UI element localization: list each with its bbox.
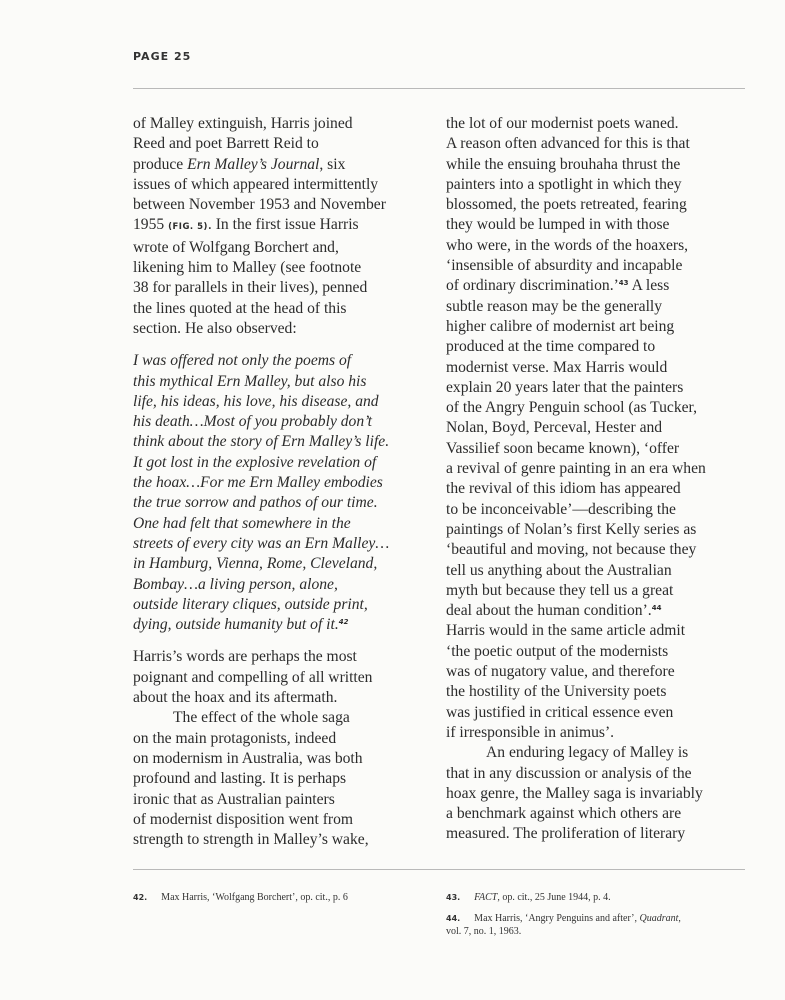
footnote-marker: 42 — [338, 618, 349, 627]
text-line: a benchmark against which others are — [446, 805, 682, 823]
quote-line: think about the story of Ern Malley’s life. — [133, 433, 390, 451]
quote-line: the hoax…For me Ern Malley embodies — [133, 474, 383, 492]
text-line: was of nugatory value, and therefore — [446, 663, 675, 681]
text-line: blossomed, the poets retreated, fearing — [446, 196, 687, 214]
text-line: An enduring legacy of Malley is — [486, 744, 689, 762]
text-line: painters into a spotlight in which they — [446, 175, 682, 193]
text-line: paintings of Nolan’s first Kelly series as — [446, 520, 697, 538]
block-quote — [133, 351, 423, 635]
text-line: ‘insensible of absurdity and incapable — [446, 257, 683, 275]
quote-line: One had felt that somewhere in the — [133, 514, 351, 532]
text-line: on modernism in Australia, was both — [133, 749, 363, 767]
text-line: likening him to Malley (see footnote — [133, 259, 362, 277]
footnote-number: 43. — [446, 893, 461, 902]
quote-line: the true sorrow and pathos of our time. — [133, 494, 378, 512]
text-line: 1955 (FIG. 5). In the first issue Harris — [133, 216, 359, 234]
publication-title: FACT — [474, 892, 498, 903]
text-line: Harris’s words are perhaps the most — [133, 648, 357, 666]
quote-line: his death…Most of you probably don’t — [133, 413, 372, 431]
quote-line: It got lost in the explosive revelation of — [133, 453, 377, 471]
text-line: hoax genre, the Malley saga is invariably — [446, 784, 703, 802]
text-line: the lot of our modernist poets waned. — [446, 115, 679, 132]
text-line: of Malley extinguish, Harris joined — [133, 115, 353, 132]
footnote-43 — [446, 891, 746, 904]
text-line: Harris would in the same article admit — [446, 622, 686, 640]
text-line: Reed and poet Barrett Reid to — [133, 135, 319, 153]
text-line: ironic that as Australian painters — [133, 790, 335, 808]
text-line: about the hoax and its aftermath. — [133, 689, 338, 707]
text-line: section. He also observed: — [133, 319, 297, 337]
text-line: the revival of this idiom has appeared — [446, 480, 681, 498]
footnote-text: vol. 7, no. 1, 1963. — [446, 926, 522, 937]
text-line: explain 20 years later that the painters — [446, 378, 684, 396]
text-line: subtle reason may be the generally — [446, 297, 663, 315]
text-line: the lines quoted at the head of this — [133, 299, 347, 317]
quote-line: this mythical Ern Malley, but also his — [133, 372, 367, 390]
text-line: to be inconceivable’—describing the — [446, 500, 676, 518]
footnote-text: , op. cit., 25 June 1944, p. 4. — [497, 892, 611, 903]
text-line: a revival of genre painting in an era when — [446, 460, 706, 478]
quote-line: Bombay…a living person, alone, — [133, 575, 338, 593]
header-rule — [133, 88, 745, 89]
footnote-marker: 43 — [618, 279, 629, 288]
text-line: who were, in the words of the hoaxers, — [446, 236, 689, 254]
footnote-number: 44. — [446, 914, 461, 923]
text-line: strength to strength in Malley’s wake, — [133, 831, 369, 849]
text-line: they would be lumped in with those — [446, 216, 670, 234]
footnote-number: 42. — [133, 893, 148, 902]
quote-line: life, his ideas, his love, his disease, and — [133, 392, 379, 410]
footnotes-right — [446, 891, 746, 946]
text-line: ‘beautiful and moving, not because they — [446, 541, 697, 559]
journal-title: Ern Malley’s Journal — [187, 155, 320, 173]
footnote-text: Max Harris, ‘Wolfgang Borchert’, op. cit., p. 6 — [161, 892, 348, 903]
text-line: higher calibre of modernist art being — [446, 317, 675, 335]
text-line: deal about the human condition’.$^{44}$ — [446, 602, 662, 620]
text-line: produced at the time compared to — [446, 338, 656, 356]
left-column — [133, 114, 423, 850]
text-line: issues of which appeared intermittently — [133, 175, 379, 193]
text-line: modernist verse. Max Harris would — [446, 358, 668, 376]
footnote-text: Max Harris, ‘Angry Penguins and after’, — [474, 913, 640, 924]
publication-title: Quadrant — [639, 913, 679, 924]
quote-line: dying, outside humanity but of it.$^{42}$ — [133, 616, 349, 634]
text-line: The effect of the whole saga — [173, 709, 350, 727]
text-line: profound and lasting. It is perhaps — [133, 770, 347, 788]
footnote-42 — [133, 891, 423, 904]
text-line: of ordinary discrimination.’$^{43}$ A less — [446, 277, 670, 295]
text-line: A reason often advanced for this is that — [446, 135, 690, 153]
footnote-marker: 44 — [651, 604, 662, 613]
quote-line: I was offered not only the poems of — [133, 352, 352, 370]
text-line: Nolan, Boyd, Perceval, Hester and — [446, 419, 663, 437]
text-line: was justified in critical essence even — [446, 703, 674, 721]
page-number: PAGE 25 — [133, 50, 192, 63]
quote-line: streets of every city was an Ern Malley… — [133, 534, 390, 552]
text-line: between November 1953 and November — [133, 196, 386, 214]
text-line: 38 for parallels in their lives), penned — [133, 279, 368, 297]
text-line: while the ensuing brouhaha thrust the — [446, 155, 681, 173]
text-line: that in any discussion or analysis of the — [446, 764, 692, 782]
footnote-rule — [133, 869, 745, 870]
text-line: of modernist disposition went from — [133, 810, 354, 828]
footnote-44: 44. Max Harris, ‘Angry Penguins and after’, Quadrant, vol. 7, no. 1, 1963. — [446, 913, 681, 937]
text-line: of the Angry Penguin school (as Tucker, — [446, 399, 698, 417]
text-line: wrote of Wolfgang Borchert and, — [133, 238, 339, 256]
text-line: poignant and compelling of all written — [133, 668, 373, 686]
text-line: tell us anything about the Australian — [446, 561, 672, 579]
right-column — [446, 114, 746, 845]
text-line: ‘the poetic output of the modernists — [446, 642, 669, 660]
text-line: Vassilief soon became known), ‘offer — [446, 439, 680, 457]
text-line: on the main protagonists, indeed — [133, 729, 337, 747]
figure-reference: (FIG. 5) — [168, 222, 208, 233]
text-line: if irresponsible in animus’. — [446, 723, 615, 741]
text-line: the hostility of the University poets — [446, 683, 667, 701]
footnotes-left — [133, 891, 423, 912]
quote-line: in Hamburg, Vienna, Rome, Cleveland, — [133, 555, 378, 573]
text-line: produce Ern Malley’s Journal, six — [133, 155, 346, 173]
text-line: measured. The proliferation of literary — [446, 825, 686, 843]
text-line: myth but because they tell us a great — [446, 581, 674, 599]
quote-line: outside literary cliques, outside print, — [133, 595, 368, 613]
